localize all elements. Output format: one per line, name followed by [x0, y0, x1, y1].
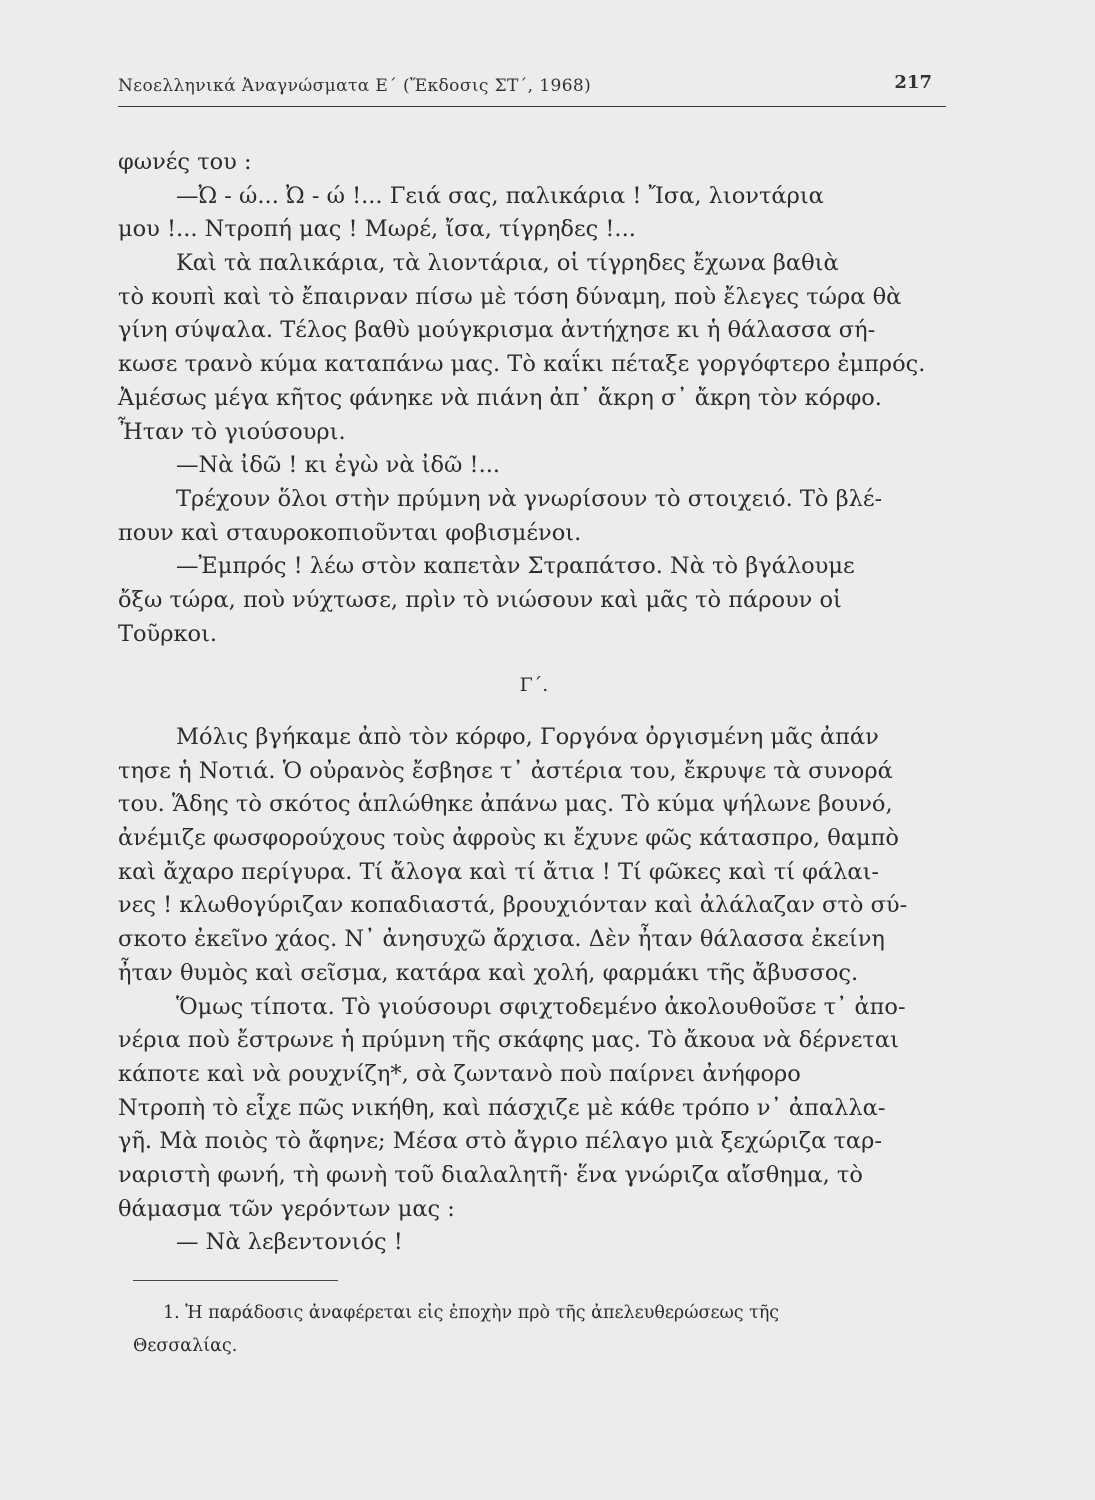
text-line: —Νὰ ἰδῶ ! κι ἐγὼ νὰ ἰδῶ !...: [176, 452, 501, 479]
footnote-line: Θεσσαλίας.: [133, 1336, 238, 1356]
text-line: Ντροπὴ τὸ εἶχε πῶς νικήθη, καὶ πάσχιζε μὲ κάθε τρόπο ν᾿ ἀπαλλα-: [118, 1094, 886, 1121]
text-line: ἀνέμιζε φωσφορούχους τοὺς ἀφροὺς κι ἔχυνε φῶς κάτασπρο, θαμπὸ: [118, 825, 899, 852]
text-line: — Νὰ λεβεντονιός !: [176, 1229, 403, 1256]
text-line: ἦταν θυμὸς καὶ σεῖσμα, κατάρα καὶ χολή, φαρμάκι τῆς ἄβυσσος.: [118, 959, 859, 986]
text-line: τησε ἡ Νοτιά. Ὁ οὐρανὸς ἔσβησε τ᾿ ἀστέρια του, ἔκρυψε τὰ συνορά: [118, 757, 893, 784]
footnote-line: 1. Ἡ παράδοσις ἀναφέρεται εἰς ἐποχὴν πρὸ τῆς ἀπελευθερώσεως τῆς: [163, 1303, 780, 1323]
text-line: κωσε τρανὸ κύμα καταπάνω μας. Τὸ καΐκι πέταξε γοργόφτερο ἐμπρός.: [118, 351, 926, 378]
text-line: του. Ἅδης τὸ σκότος ἁπλώθηκε ἀπάνω μας. Τὸ κύμα ψήλωνε βουνό,: [118, 791, 893, 818]
text-line: νες ! κλωθογύριζαν κοπαδιαστά, βρουχιόνταν καὶ ἀλάλαζαν στὸ σύ-: [118, 892, 908, 919]
text-line: Μόλις βγήκαμε ἀπὸ τὸν κόρφο, Γοργόνα ὀργισμένη μᾶς ἀπάν: [176, 724, 879, 750]
text-line: Ἦταν τὸ γιούσουρι.: [118, 418, 346, 445]
text-line: Ὅμως τίποτα. Τὸ γιούσουρι σφιχτοδεμένο ἀκολουθοῦσε τ᾿ ἀπο-: [176, 993, 906, 1020]
text-line: θάμασμα τῶν γερόντων μας :: [118, 1195, 455, 1222]
text-line: γίνη σύψαλα. Τέλος βαθὺ μούγκρισμα ἀντήχησε κι ἡ θάλασσα σή-: [118, 317, 876, 344]
text-line: νέρια ποὺ ἔστρωνε ἡ πρύμνη τῆς σκάφης μας. Τὸ ἄκουα νὰ δέρνεται: [118, 1027, 899, 1054]
text-line: —Ὠ - ώ... Ὠ - ώ !... Γειά σας, παλικάρια ! Ἴσα, λιοντάρια: [176, 182, 824, 209]
text-line: ναριστὴ φωνή, τὴ φωνὴ τοῦ διαλαλητῆ· ἕνα γνώριζα αἴσθημα, τὸ: [118, 1161, 863, 1188]
text-line: γῆ. Μὰ ποιὸς τὸ ἄφηνε; Μέσα στὸ ἄγριο πέλαγο μιὰ ξεχώριζα ταρ-: [118, 1128, 882, 1155]
book-title: Νεοελληνικά Ἀναγνώσματα Ε΄ (Ἔκδοσις ΣΤ΄, 1968): [118, 76, 592, 96]
text-line: τὸ κουπὶ καὶ τὸ ἔπαιρναν πίσω μὲ τόση δύναμη, ποὺ ἔλεγες τώρα θὰ: [118, 283, 902, 310]
text-line: πουν καὶ σταυροκοπιοῦνται φοβισμένοι.: [118, 519, 582, 546]
text-line: Ἀμέσως μέγα κῆτος φάνηκε νὰ πιάνη ἀπ᾿ ἄκρη σ᾿ ἄκρη τὸν κόρφο.: [118, 384, 882, 411]
main-text: [118, 146, 950, 1260]
section-heading: Γ΄.: [519, 674, 549, 697]
text-line: καὶ ἄχαρο περίγυρα. Τί ἄλογα καὶ τί ἄτια ! Τί φῶκες καὶ τί φάλαι-: [118, 858, 879, 885]
text-line: ὄξω τώρα, ποὺ νύχτωσε, πρὶν τὸ νιώσουν καὶ μᾶς τὸ πάρουν οἱ: [118, 586, 842, 613]
text-line: Τοῦρκοι.: [118, 620, 218, 647]
text-line: Τρέχουν ὅλοι στὴν πρύμνη νὰ γνωρίσουν τὸ στοιχειό. Τὸ βλέ-: [176, 485, 883, 512]
text-line: —Ἐμπρός ! λέω στὸν καπετὰν Στραπάτσο. Νὰ τὸ βγάλουμε: [176, 553, 855, 580]
text-line: φωνές του :: [118, 149, 252, 175]
text-line: μου !... Ντροπή μας ! Μωρέ, ἴσα, τίγρηδες !...: [118, 216, 636, 243]
text-line: κάποτε καὶ νὰ ρουχνίζη*, σὰ ζωντανὸ ποὺ παίρνει ἀνήφορο: [118, 1060, 801, 1087]
running-header: [118, 72, 946, 107]
footnote: [133, 1297, 951, 1363]
page-number: 217: [894, 72, 932, 93]
text-line: σκοτο ἐκεῖνο χάος. Ν᾿ ἀνησυχῶ ἄρχισα. Δὲν ἦταν θάλασσα ἐκείνη: [118, 926, 885, 953]
text-line: Καὶ τὰ παλικάρια, τὰ λιοντάρια, οἱ τίγρηδες ἔχωνα βαθιὰ: [176, 250, 839, 277]
footnote-divider: [133, 1280, 338, 1281]
